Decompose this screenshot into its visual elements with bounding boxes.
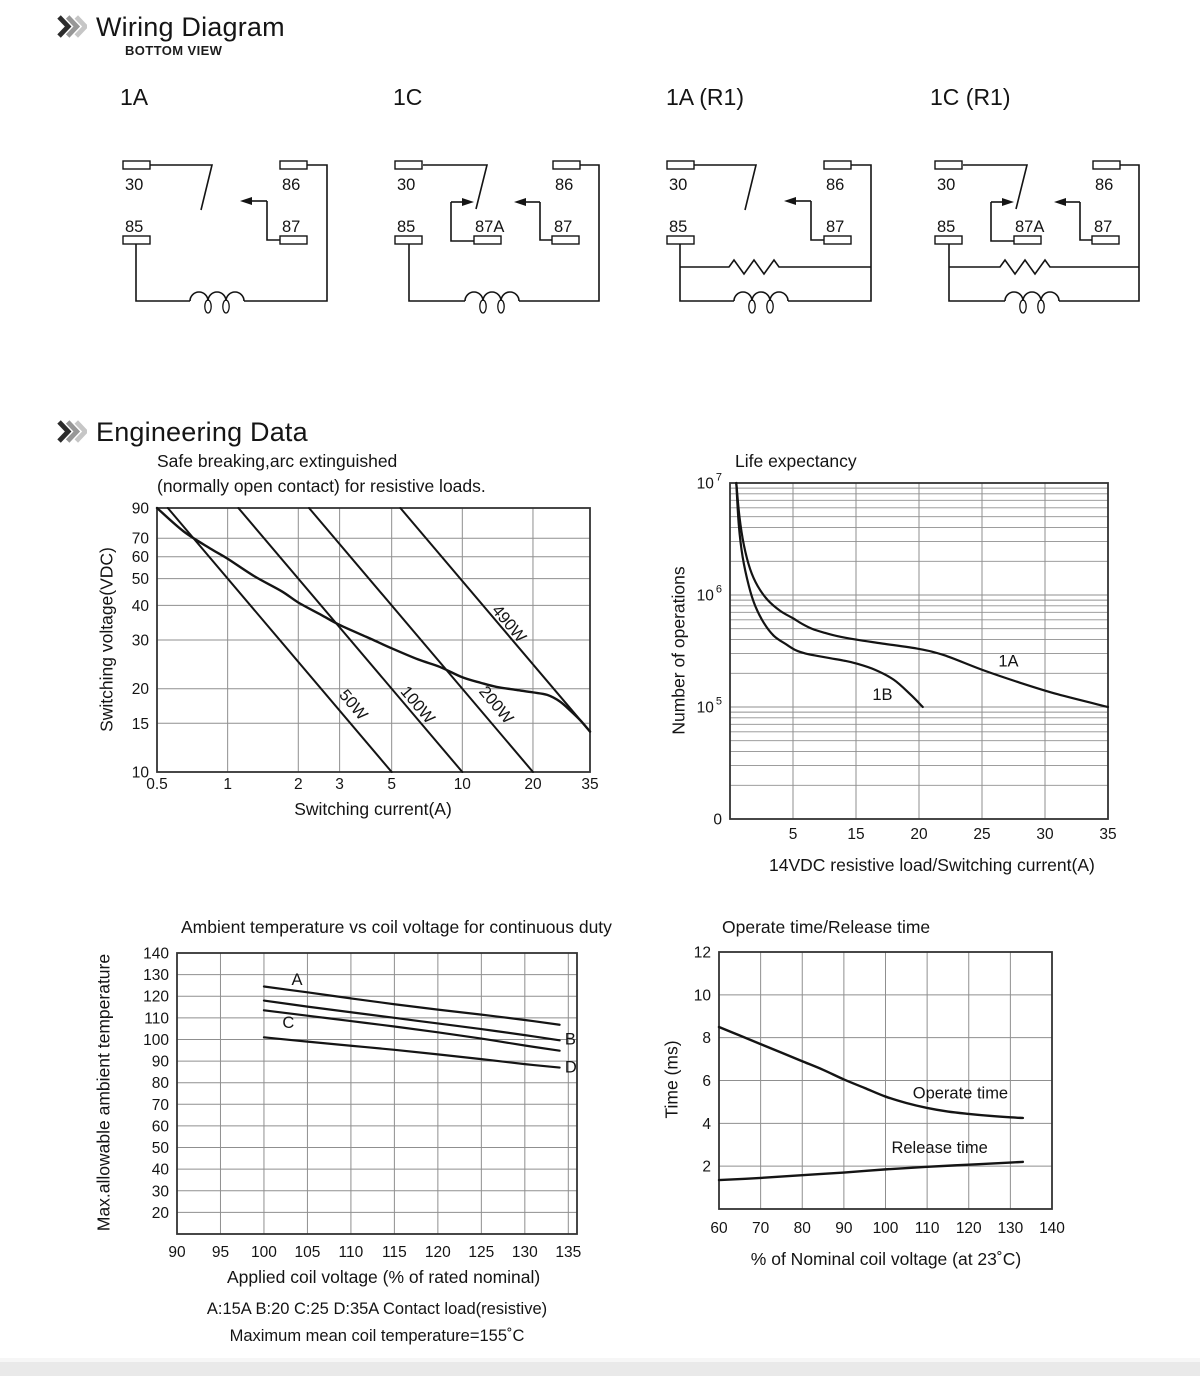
x-axis-ticks (789, 826, 1117, 843)
wire (451, 202, 474, 241)
terminal-label-86: 86 (1095, 176, 1114, 194)
svg-text:120: 120 (955, 1220, 982, 1237)
svg-text:15: 15 (847, 826, 865, 843)
coil-loop (749, 300, 755, 313)
svg-text:50: 50 (131, 571, 149, 589)
svg-text:105: 105 (294, 1244, 321, 1261)
svg-text:2: 2 (702, 1158, 711, 1176)
svg-text:30: 30 (131, 632, 149, 650)
bottom-view-label: BOTTOM VIEW (125, 43, 223, 58)
terminal-label-85: 85 (937, 218, 956, 236)
chart-operate-release-time (648, 905, 1188, 1305)
svg-text:140: 140 (1039, 1220, 1065, 1237)
terminal-pad (667, 236, 694, 244)
svg-text:130: 130 (511, 1244, 538, 1261)
svg-text:30: 30 (151, 1183, 169, 1201)
svg-text:135: 135 (555, 1244, 582, 1261)
x-axis-ticks (168, 1244, 581, 1261)
svg-text:90: 90 (131, 500, 149, 518)
svg-text:100: 100 (251, 1244, 277, 1261)
svg-text:20: 20 (910, 826, 928, 843)
svg-text:100: 100 (872, 1220, 899, 1237)
svg-text:5: 5 (387, 776, 396, 793)
svg-text:35: 35 (581, 776, 599, 793)
svg-text:105: 10 $^5$ (696, 695, 722, 717)
chart4-y-axis-label: Time (ms) (661, 1040, 682, 1119)
terminal-label-30: 30 (397, 176, 416, 194)
coil-loop (1038, 300, 1044, 313)
resistor-symbol (680, 260, 871, 274)
terminal-pad (395, 236, 422, 244)
svg-text:60: 60 (151, 1118, 169, 1136)
svg-text:70: 70 (151, 1096, 169, 1114)
y-axis-ticks (143, 946, 169, 1222)
svg-text:4: 4 (702, 1115, 711, 1133)
svg-text:70: 70 (131, 530, 149, 548)
terminal-pad (553, 161, 580, 169)
svg-text:0: 0 (713, 811, 722, 829)
coil-temperature-note: Maximum mean coil temperature=155˚C (229, 1327, 525, 1345)
terminal-label-87A: 87A (1015, 218, 1045, 236)
terminal-label-30: 30 (669, 176, 688, 194)
coil-loop (205, 300, 211, 313)
gridlines (177, 953, 577, 1234)
engineering-section-title: Engineering Data (96, 417, 308, 447)
terminal-pad (395, 161, 422, 169)
arrow-icon (462, 198, 474, 206)
terminal-pad (1014, 236, 1041, 244)
series-max-breaking-capacity (157, 508, 590, 732)
svg-text:110: 110 (914, 1220, 940, 1237)
chart1-y-axis-label: Switching voltage(VDC) (96, 547, 117, 732)
series-label-release-time: Release time (891, 1138, 988, 1157)
wire (136, 244, 190, 301)
coil-loop (767, 300, 773, 313)
svg-text:60: 60 (710, 1220, 728, 1237)
svg-text:20: 20 (131, 681, 149, 699)
svg-text:90: 90 (835, 1220, 853, 1237)
wiring-schematic-1c (390, 154, 620, 322)
series-label-d: D (564, 1058, 577, 1077)
arrow-icon (784, 197, 796, 205)
series-label-c: C (282, 1013, 295, 1032)
chart3-x-axis-label: Applied coil voltage (% of rated nominal) (227, 1267, 541, 1287)
series-label-100w: 100W (396, 682, 439, 728)
wiring-section-title: Wiring Diagram (96, 12, 285, 42)
chart1-title-line1: Safe breaking,arc extinguished (157, 451, 398, 471)
chart1-x-axis-label: Switching current(A) (294, 799, 452, 819)
plot-frame (177, 953, 577, 1234)
x-axis-ticks (146, 776, 598, 793)
terminal-pad (280, 161, 307, 169)
coil-loop (223, 300, 229, 313)
svg-text:40: 40 (131, 597, 149, 615)
svg-text:106: 10 $^6$ (696, 583, 722, 605)
series-c (264, 1010, 560, 1050)
triple-chevron-icon (56, 420, 87, 443)
engineering-section-header (56, 417, 308, 448)
svg-text:10: 10 (131, 764, 149, 782)
terminal-label-87: 87 (282, 218, 301, 236)
svg-text:95: 95 (211, 1244, 230, 1261)
svg-text:12: 12 (693, 944, 711, 962)
series-label-1a: 1A (998, 652, 1019, 671)
chart2-x-axis-label: 14VDC resistive load/Switching current(A) (769, 855, 1095, 875)
diagram-label-1c: 1C (393, 84, 423, 110)
y-axis-ticks (697, 472, 723, 829)
series-operate-time (719, 1027, 1023, 1118)
diagram-label-1a: 1A (120, 84, 149, 110)
chart2-y-axis-label: Number of operations (668, 566, 689, 735)
svg-text:10: 10 (453, 776, 471, 793)
terminal-pad (935, 161, 962, 169)
page-edge-strip (0, 1362, 1200, 1376)
svg-text:5: 5 (788, 826, 798, 843)
svg-text:120: 120 (143, 988, 169, 1006)
svg-text:100: 100 (143, 1031, 169, 1049)
svg-text:110: 110 (144, 1010, 169, 1028)
terminal-label-85: 85 (125, 218, 144, 236)
wiring-schematic-1a (115, 154, 345, 322)
svg-text:6: 6 (702, 1073, 711, 1090)
terminal-pad (667, 161, 694, 169)
wire (811, 201, 824, 240)
terminal-pad (123, 161, 150, 169)
svg-text:110: 110 (338, 1244, 364, 1261)
svg-text:130: 130 (143, 967, 169, 985)
wire (991, 202, 1014, 241)
arrow-icon (514, 198, 526, 206)
wire (409, 244, 465, 301)
svg-text:30: 30 (1036, 826, 1054, 843)
terminal-label-85: 85 (669, 218, 688, 236)
terminal-pad (824, 161, 851, 169)
svg-text:130: 130 (997, 1220, 1024, 1237)
terminal-pad (1093, 161, 1120, 169)
series-label-200w: 200W (475, 682, 517, 728)
svg-text:115: 115 (382, 1244, 407, 1261)
svg-text:15: 15 (131, 715, 149, 733)
wiring-schematic-1a-r1 (659, 154, 889, 322)
coil-symbol (734, 292, 788, 301)
terminal-pad (280, 236, 307, 244)
svg-text:140: 140 (143, 945, 169, 963)
series-label-50w: 50W (335, 686, 371, 724)
wire (949, 244, 1005, 301)
wire (694, 165, 756, 210)
chart1-title-line2: (normally open contact) for resistive loads. (157, 476, 486, 496)
wire (150, 165, 212, 210)
y-axis-ticks (694, 945, 712, 1176)
svg-text:70: 70 (752, 1220, 770, 1237)
series-label-1b: 1B (872, 686, 893, 705)
svg-text:107: 10 $^7$ (696, 471, 722, 493)
series-label-a: A (291, 970, 303, 989)
chart-ambient-temperature (55, 905, 665, 1365)
svg-text:1: 1 (223, 776, 232, 793)
series-d (264, 1037, 560, 1067)
svg-text:0.5: 0.5 (146, 776, 168, 793)
svg-text:80: 80 (793, 1220, 811, 1237)
terminal-label-86: 86 (826, 176, 845, 194)
svg-text:2: 2 (293, 776, 303, 793)
chart3-title: Ambient temperature vs coil voltage for continuous duty (181, 917, 612, 937)
chart3-y-axis-label: Max.allowable ambient temperature (93, 953, 114, 1232)
arrow-icon (240, 197, 252, 205)
series-label-operate-time: Operate time (912, 1084, 1009, 1103)
chart-life-expectancy (648, 445, 1188, 885)
contact-load-note: A:15A B:20 C:25 D:35A Contact load(resistive) (206, 1300, 548, 1318)
series-release-time (719, 1162, 1023, 1180)
wiring-schematic-1c-r1 (930, 154, 1160, 322)
terminal-pad (474, 236, 501, 244)
terminal-label-87: 87 (1094, 218, 1113, 236)
svg-text:3: 3 (335, 776, 344, 793)
wire (267, 201, 280, 240)
svg-text:10: 10 (693, 987, 711, 1005)
coil-symbol (190, 292, 244, 301)
chart-switching-capacity (55, 445, 665, 840)
svg-text:90: 90 (168, 1244, 186, 1261)
svg-text:20: 20 (151, 1204, 169, 1222)
svg-text:50: 50 (151, 1140, 169, 1158)
svg-text:125: 125 (468, 1244, 495, 1261)
wire (540, 202, 552, 240)
arrow-icon (1054, 198, 1066, 206)
x-axis-ticks (710, 1220, 1065, 1237)
wiring-section-header (56, 12, 285, 43)
svg-text:90: 90 (151, 1053, 169, 1071)
svg-text:40: 40 (151, 1161, 169, 1179)
terminal-label-87: 87 (826, 218, 845, 236)
terminal-label-30: 30 (125, 176, 144, 194)
chart4-title: Operate time/Release time (722, 917, 931, 937)
chart2-title: Life expectancy (735, 451, 857, 471)
wire (1080, 202, 1092, 240)
resistor-symbol (949, 260, 1139, 274)
gridlines (730, 483, 1108, 819)
svg-text:120: 120 (424, 1244, 451, 1261)
terminal-label-87A: 87A (475, 218, 505, 236)
series-label-b: B (564, 1030, 576, 1049)
terminal-label-85: 85 (397, 218, 416, 236)
terminal-label-86: 86 (282, 176, 301, 194)
svg-text:20: 20 (524, 776, 542, 793)
svg-text:60: 60 (131, 549, 149, 567)
coil-symbol (465, 292, 519, 301)
terminal-label-87: 87 (554, 218, 573, 236)
terminal-label-30: 30 (937, 176, 956, 194)
coil-loop (498, 300, 504, 313)
coil-loop (480, 300, 486, 313)
series-label-490w: 490W (488, 601, 530, 647)
terminal-pad (1092, 236, 1119, 244)
wire (680, 244, 734, 301)
coil-loop (1020, 300, 1026, 313)
coil-symbol (1005, 292, 1059, 301)
terminal-pad (824, 236, 851, 244)
svg-text:25: 25 (973, 826, 991, 843)
svg-text:8: 8 (702, 1030, 711, 1048)
chart4-x-axis-label: % of Nominal coil voltage (at 23˚C) (750, 1249, 1022, 1269)
terminal-pad (935, 236, 962, 244)
diagram-label-1a-r1: 1A (R1) (666, 84, 744, 110)
terminal-pad (123, 236, 150, 244)
arrow-icon (1002, 198, 1014, 206)
svg-text:35: 35 (1099, 826, 1117, 843)
svg-text:80: 80 (151, 1075, 169, 1093)
triple-chevron-icon (56, 15, 87, 38)
y-axis-ticks (132, 501, 150, 782)
terminal-pad (552, 236, 579, 244)
diagram-label-1c-r1: 1C (R1) (930, 84, 1011, 110)
terminal-label-86: 86 (555, 176, 574, 194)
